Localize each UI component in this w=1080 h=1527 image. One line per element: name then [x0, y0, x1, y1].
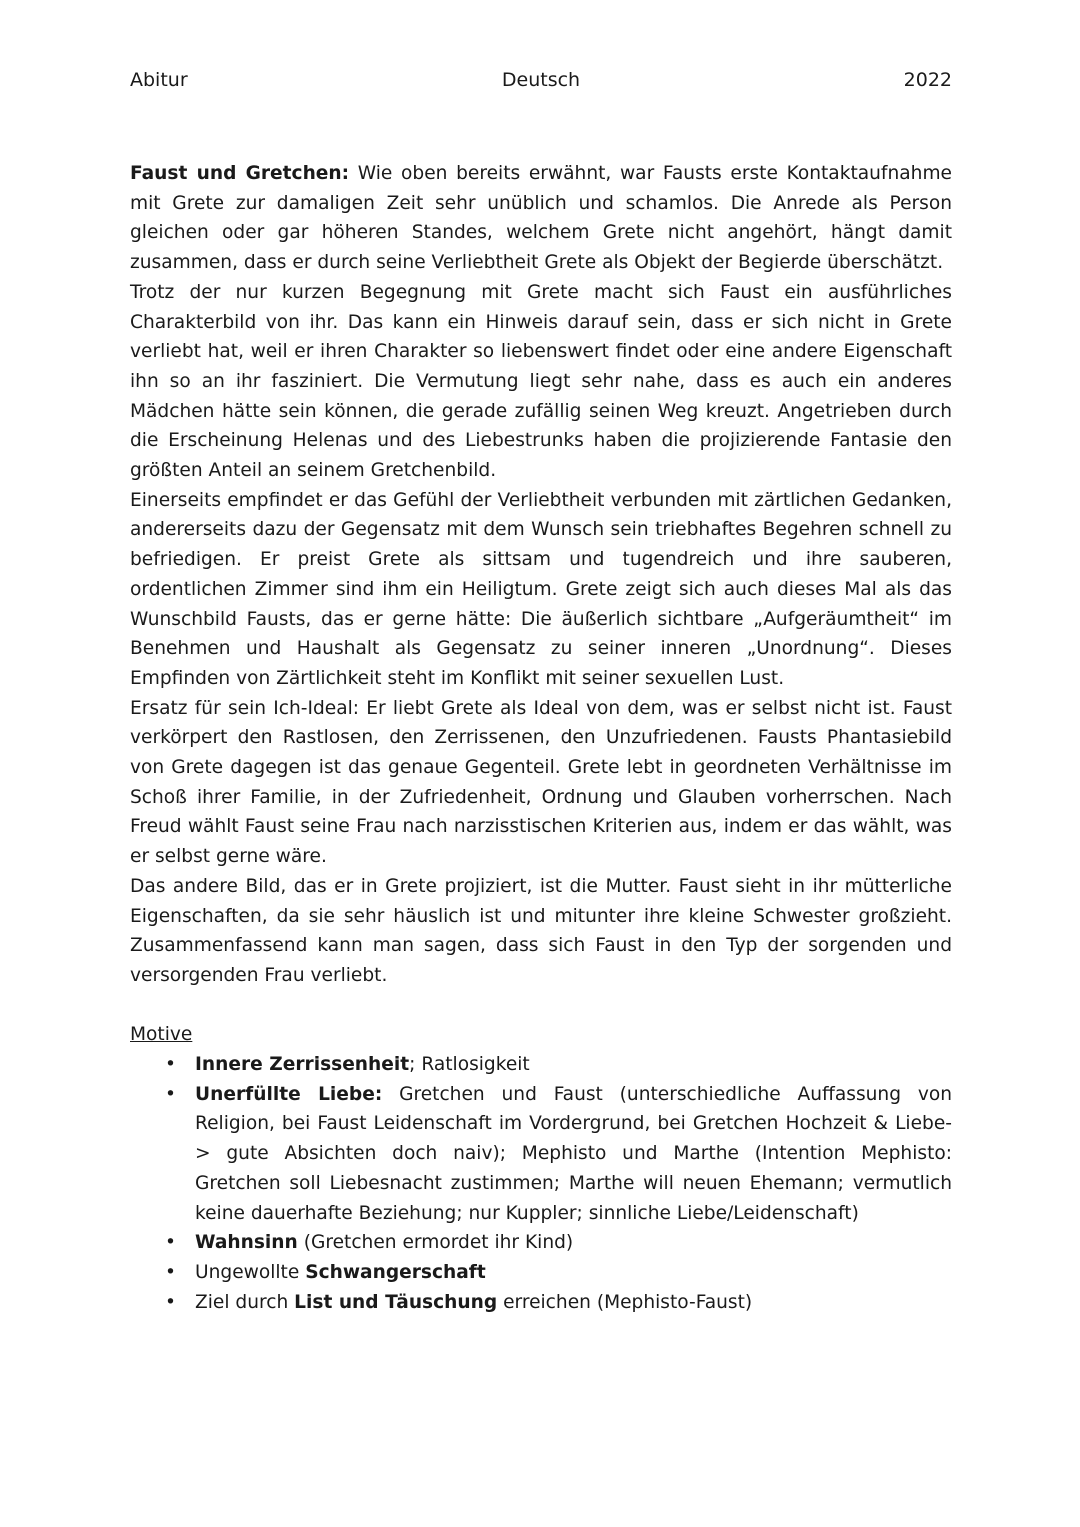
item-text: Gretchen und Faust (unterschiedliche Auffassung von Religion, bei Faust Leidenschaft im Vordergrund, bei Gretchen Hochzeit & Liebe-> gute Absichten doch naiv); Mephisto und Marthe (Intention Mephisto: Gretchen soll Liebesnacht zustimmen; Marthe will neuen Ehemann; vermutlich keine dauerhafte Beziehung; nur Kuppler; sinnliche Liebe/Leidenschaft): [195, 1083, 952, 1224]
list-item: [130, 1228, 952, 1258]
bullet-icon: •: [165, 1262, 176, 1283]
bullet-icon: •: [165, 1054, 176, 1076]
header-right: 2022: [903, 69, 952, 91]
paragraph-4: Ersatz für sein Ich-Ideal: Er liebt Grete als Ideal von dem, was er selbst nicht ist. Faust verkörpert den Rastlosen, den Zerrissenen, den Unzufriedenen. Fausts Phantasiebild von Grete dagegen ist das genaue Gegenteil. Grete lebt in geordneten Verhältnisse im Schoß ihrer Familie, in der Zufriedenheit, Ordnung und Glauben vorherrschen. Nach Freud wählt Faust seine Frau nach narzisstischen Kriterien aus, indem er das wählt, was er selbst gerne wäre.: [130, 697, 952, 868]
section-heading: Faust und Gretchen:: [130, 163, 350, 184]
item-keyword: Innere Zerrissenheit: [195, 1054, 410, 1076]
header-left: Abitur: [130, 69, 188, 91]
item-keyword: Wahnsinn: [195, 1232, 298, 1254]
item-text: erreichen (Mephisto-Faust): [497, 1291, 753, 1313]
item-keyword: Schwangerschaft: [305, 1262, 486, 1283]
paragraph-5: Das andere Bild, das er in Grete projiziert, ist die Mutter. Faust sieht in ihr mütterliche Eigenschaften, da sie sehr häuslich ist und mitunter ihre kleine Schwester großzieht. Zusammenfassend kann man sagen, dass sich Faust in den Typ der sorgenden und versorgenden Frau verliebt.: [130, 875, 952, 986]
item-text: (Gretchen ermordet ihr Kind): [297, 1232, 574, 1254]
bullet-icon: •: [165, 1291, 176, 1313]
list-item: [130, 1080, 952, 1229]
list-item: [130, 1288, 952, 1318]
motive-list: [130, 1050, 952, 1317]
item-prefix: Ziel durch: [195, 1291, 295, 1313]
paragraph-intro: [130, 159, 952, 278]
item-keyword: Unerfüllte Liebe:: [195, 1083, 383, 1105]
paragraph-2: Trotz der nur kurzen Begegnung mit Grete macht sich Faust ein ausführliches Charakterbild von ihr. Das kann ein Hinweis darauf sein, dass er sich nicht in Grete verliebt hat, weil er ihren Charakter so liebenswert findet oder eine andere Eigenschaft ihn so an ihr fasziniert. Die Vermutung liegt sehr nahe, dass es auch ein anderes Mädchen hätte sein können, die gerade zufällig seinen Weg kreuzt. Angetrieben durch die Erscheinung Helenas und des Liebestrunks haben die projizierende Fantasie den größten Anteil an seinem Gretchenbild.: [130, 281, 952, 482]
list-item: [130, 1258, 952, 1288]
page-header: [130, 66, 952, 94]
header-center: Deutsch: [501, 69, 581, 91]
list-item: [130, 1050, 952, 1080]
item-text: ; Ratlosigkeit: [409, 1054, 530, 1076]
motive-title: Motive: [130, 1024, 193, 1046]
item-keyword: List und Täuschung: [294, 1291, 498, 1313]
bullet-icon: •: [165, 1083, 176, 1105]
bullet-icon: •: [165, 1232, 176, 1254]
paragraph-intro-text: Wie oben bereits erwähnt, war Fausts erste Kontaktaufnahme mit Grete zur damaligen Zeit sehr unüblich und schamlos. Die Anrede als Person gleichen oder gar höheren Standes, welchem Grete nicht angehört, hängt damit zusammen, dass er durch seine Verliebtheit Grete als Objekt der Begierde überschätzt.: [130, 163, 952, 274]
item-prefix: Ungewollte: [195, 1262, 306, 1283]
paragraph-3: Einerseits empfindet er das Gefühl der Verliebtheit verbunden mit zärtlichen Gedanken, andererseits dazu der Gegensatz mit dem Wunsch sein triebhaftes Begehren schnell zu befriedigen. Er preist Grete als sittsam und tugendreich und ihre sauberen, ordentlichen Zimmer sind ihm ein Heiligtum. Grete zeigt sich auch dieses Mal als das Wunschbild Fausts, das er gerne hätte: Die äußerlich sichtbare „Aufgeräumtheit“ im Benehmen und Haushalt als Gegensatz zu seiner inneren „Unordnung“. Dieses Empfinden von Zärtlichkeit steht im Konflikt mit seiner sexuellen Lust.: [130, 489, 952, 689]
document-body: [130, 159, 952, 1317]
